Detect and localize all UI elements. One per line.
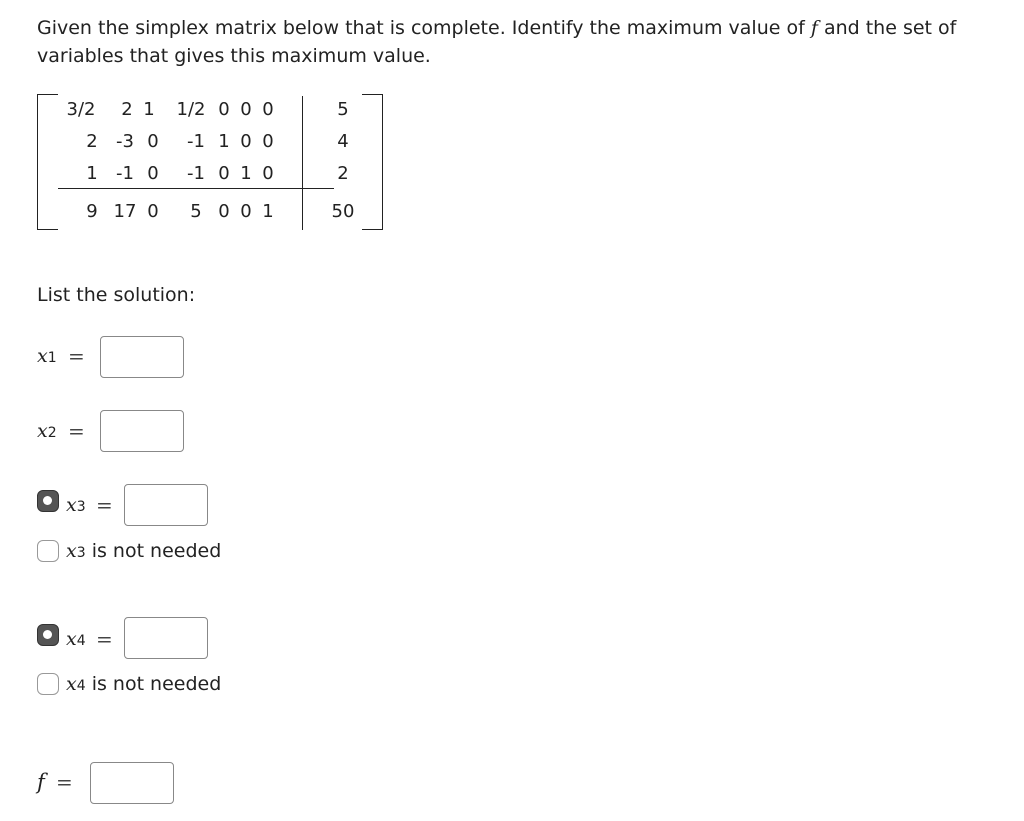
matrix-cell: 1 (262, 201, 274, 222)
matrix-row (37, 98, 383, 122)
x4-input[interactable] (124, 617, 208, 659)
matrix-cell: 1 (240, 163, 252, 184)
simplex-matrix (37, 94, 383, 230)
x4-not-needed-radio[interactable] (37, 673, 59, 695)
x2-input[interactable] (100, 410, 184, 452)
matrix-row (37, 162, 383, 186)
x4-label: x4 (66, 628, 86, 650)
x4-value-radio[interactable] (37, 624, 59, 646)
x3-label: x3 (66, 494, 86, 516)
matrix-cell: 0 (240, 99, 252, 120)
x3-equals: = (96, 493, 113, 517)
matrix-cell: 0 (240, 201, 252, 222)
matrix-cell: 0 (218, 99, 230, 120)
f-symbol: f (810, 17, 818, 39)
matrix-cell: 5 (190, 201, 202, 222)
matrix-cell: 50 (331, 201, 355, 222)
matrix-cell: -1 (187, 131, 205, 152)
x3-not-needed-radio[interactable] (37, 540, 59, 562)
f-input[interactable] (90, 762, 174, 804)
f-equals: = (56, 770, 73, 794)
matrix-cell: 2 (121, 99, 133, 120)
matrix-cell: 0 (262, 99, 274, 120)
matrix-cell: 4 (337, 131, 349, 152)
matrix-cell: 17 (113, 201, 137, 222)
matrix-cell: 5 (337, 99, 349, 120)
matrix-cell: -1 (187, 163, 205, 184)
matrix-cell: 1/2 (176, 99, 206, 120)
matrix-cell: 1 (143, 99, 155, 120)
f-label: f (37, 770, 45, 794)
question-text: Given the simplex matrix below that is complete. Identify the maximum value of f and the set of variables that gives this maximum value. (37, 17, 957, 67)
x1-label: x1 (37, 345, 57, 367)
matrix-cell: 0 (240, 131, 252, 152)
matrix-cell: 3/2 (66, 99, 96, 120)
matrix-cell: 2 (337, 163, 349, 184)
x3-value-radio[interactable] (37, 490, 59, 512)
matrix-cell: -1 (116, 163, 134, 184)
matrix-divider-horizontal (58, 188, 334, 189)
matrix-cell: 0 (147, 131, 159, 152)
matrix-cell: 2 (86, 131, 98, 152)
matrix-row (37, 130, 383, 154)
matrix-cell: 0 (262, 163, 274, 184)
matrix-cell: -3 (116, 131, 134, 152)
x3-not-needed-label: x3 is not needed (66, 540, 222, 562)
matrix-cell: 1 (86, 163, 98, 184)
matrix-cell: 0 (147, 201, 159, 222)
x4-equals: = (96, 627, 113, 651)
matrix-cell: 1 (218, 131, 230, 152)
matrix-cell: 0 (147, 163, 159, 184)
x1-equals: = (68, 344, 85, 368)
x2-equals: = (68, 419, 85, 443)
x2-label: x2 (37, 420, 57, 442)
x1-input[interactable] (100, 336, 184, 378)
matrix-row (37, 200, 383, 224)
matrix-cell: 9 (86, 201, 98, 222)
solution-label: List the solution: (37, 284, 196, 306)
matrix-cell: 0 (218, 201, 230, 222)
matrix-cell: 0 (218, 163, 230, 184)
matrix-cell: 0 (262, 131, 274, 152)
x4-not-needed-label: x4 is not needed (66, 673, 222, 695)
x3-input[interactable] (124, 484, 208, 526)
